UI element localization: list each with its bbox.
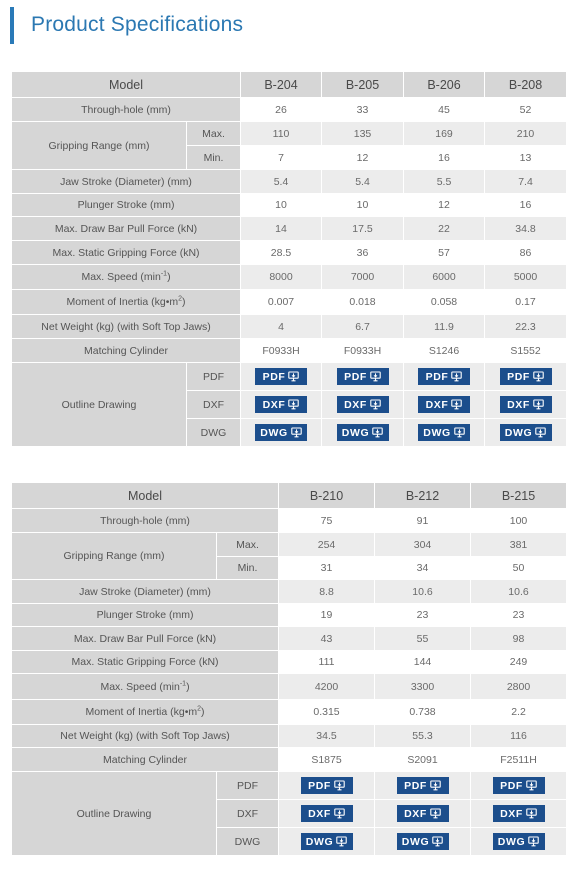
label-text: Moment of Inertia (kg•m — [85, 706, 198, 718]
download-monitor-icon — [535, 427, 546, 438]
download-cell — [241, 391, 322, 419]
row-net-weight — [12, 725, 567, 748]
cell-value: 34.5 — [279, 725, 375, 748]
row-label: Matching Cylinder — [12, 339, 241, 363]
cell-value: 8000 — [241, 265, 322, 290]
download-monitor-icon — [528, 836, 539, 847]
cell-value: S1552 — [485, 339, 567, 363]
download-cell — [404, 419, 485, 447]
cell-value: 5000 — [485, 265, 567, 290]
cell-value: 4 — [241, 315, 322, 339]
cell-value: 6000 — [404, 265, 485, 290]
dxf-download-button[interactable] — [493, 805, 545, 822]
spec-table-2 — [11, 482, 567, 856]
row-jaw-stroke — [12, 170, 567, 194]
cell-value: 91 — [375, 509, 471, 533]
row-plunger-stroke — [12, 604, 567, 627]
cell-value: 26 — [241, 98, 322, 122]
cell-value: 86 — [485, 241, 567, 265]
dxf-download-button[interactable] — [500, 396, 552, 413]
cell-value: 11.9 — [404, 315, 485, 339]
dwg-download-button[interactable] — [500, 424, 552, 441]
cell-value: 7.4 — [485, 170, 567, 194]
cell-value: 23 — [471, 604, 567, 627]
download-monitor-icon — [430, 780, 441, 791]
pdf-download-button[interactable] — [255, 368, 307, 385]
row-label: Through-hole (mm) — [12, 98, 241, 122]
cell-value: 12 — [322, 146, 404, 170]
download-cell — [485, 391, 567, 419]
model-name: B-208 — [485, 72, 567, 98]
download-monitor-icon — [526, 780, 537, 791]
row-inertia — [12, 700, 567, 725]
download-monitor-icon — [334, 780, 345, 791]
cell-value: 52 — [485, 98, 567, 122]
label-superscript: 2 — [178, 295, 183, 303]
cell-value: 4200 — [279, 674, 375, 700]
button-label: DXF — [425, 398, 449, 411]
download-cell — [471, 800, 567, 828]
sub-label: DWG — [217, 828, 279, 856]
button-label: DXF — [344, 398, 367, 411]
download-cell — [485, 363, 567, 391]
cell-value: 14 — [241, 217, 322, 241]
row-label — [12, 290, 241, 315]
download-cell — [322, 419, 404, 447]
sub-label: Min. — [217, 557, 279, 580]
row-label: Max. Static Gripping Force (kN) — [12, 651, 279, 674]
download-cell — [375, 828, 471, 856]
cell-value: 50 — [471, 557, 567, 580]
download-cell — [279, 800, 375, 828]
button-label: PDF — [507, 370, 530, 383]
cell-value: F2511H — [471, 748, 567, 772]
model-header: Model — [12, 72, 241, 98]
sub-label: DXF — [187, 391, 241, 419]
sub-label: Max. — [217, 533, 279, 557]
cell-value: 169 — [404, 122, 485, 146]
cell-value: 7 — [241, 146, 322, 170]
download-cell — [471, 772, 567, 800]
cell-value: 135 — [322, 122, 404, 146]
cell-value: S2091 — [375, 748, 471, 772]
button-label: DWG — [305, 835, 334, 848]
cell-value: 0.007 — [241, 290, 322, 315]
row-label: Net Weight (kg) (with Soft Top Jaws) — [12, 315, 241, 339]
button-label: DWG — [401, 835, 430, 848]
download-cell — [322, 391, 404, 419]
label-text-end: ) — [182, 296, 186, 308]
button-label: DXF — [404, 807, 427, 820]
cell-value: 10.6 — [471, 580, 567, 604]
dxf-download-button[interactable] — [418, 396, 470, 413]
button-label: DXF — [262, 398, 286, 411]
cell-value: 0.058 — [404, 290, 485, 315]
button-label: DWG — [260, 426, 288, 439]
button-label: DWG — [423, 426, 451, 439]
cell-value: 23 — [375, 604, 471, 627]
download-monitor-icon — [451, 371, 462, 382]
row-outline-pdf — [12, 772, 567, 800]
cell-value: 0.738 — [375, 700, 471, 725]
model-name: B-206 — [404, 72, 485, 98]
model-name: B-212 — [375, 483, 471, 509]
download-cell — [241, 419, 322, 447]
download-monitor-icon — [334, 808, 345, 819]
cell-value: 2.2 — [471, 700, 567, 725]
download-cell — [279, 772, 375, 800]
row-label: Net Weight (kg) (with Soft Top Jaws) — [12, 725, 279, 748]
pdf-download-button[interactable] — [337, 368, 389, 385]
cell-value: 43 — [279, 627, 375, 651]
pdf-download-button[interactable] — [493, 777, 545, 794]
cell-value: 2800 — [471, 674, 567, 700]
row-net-weight — [12, 315, 567, 339]
cell-value: 55.3 — [375, 725, 471, 748]
row-label: Max. Static Gripping Force (kN) — [12, 241, 241, 265]
row-jaw-stroke — [12, 580, 567, 604]
header-row — [12, 483, 567, 509]
download-monitor-icon — [336, 836, 347, 847]
dwg-download-button[interactable] — [301, 833, 353, 850]
cell-value: 8.8 — [279, 580, 375, 604]
label-text: Moment of Inertia (kg•m — [66, 296, 179, 308]
cell-value: 16 — [485, 194, 567, 217]
download-cell — [404, 391, 485, 419]
row-static-grip-force — [12, 651, 567, 674]
button-label: PDF — [500, 779, 523, 792]
download-cell — [485, 419, 567, 447]
row-label: Outline Drawing — [12, 772, 217, 856]
download-monitor-icon — [451, 399, 462, 410]
row-gripping-max — [12, 122, 567, 146]
download-monitor-icon — [291, 427, 302, 438]
cell-value: 75 — [279, 509, 375, 533]
row-matching-cylinder — [12, 339, 567, 363]
label-superscript: -1 — [179, 680, 187, 687]
button-label: DWG — [497, 835, 526, 848]
row-outline-pdf — [12, 363, 567, 391]
download-monitor-icon — [454, 427, 465, 438]
row-label — [12, 674, 279, 700]
cell-value: 210 — [485, 122, 567, 146]
label-text-end: ) — [201, 706, 205, 718]
cell-value: 22 — [404, 217, 485, 241]
label-superscript: -1 — [160, 270, 168, 278]
dxf-download-button[interactable] — [301, 805, 353, 822]
download-monitor-icon — [432, 836, 443, 847]
download-monitor-icon — [372, 427, 383, 438]
row-label — [12, 265, 241, 290]
row-label: Jaw Stroke (Diameter) (mm) — [12, 580, 279, 604]
cell-value: 5.4 — [322, 170, 404, 194]
sub-label: DXF — [217, 800, 279, 828]
row-draw-bar-force — [12, 217, 567, 241]
cell-value: 12 — [404, 194, 485, 217]
download-monitor-icon — [370, 371, 381, 382]
label-text-end: ) — [167, 271, 171, 283]
header-row — [12, 72, 567, 98]
label-superscript: 2 — [197, 705, 202, 713]
sub-label: PDF — [217, 772, 279, 800]
dwg-download-button[interactable] — [337, 424, 389, 441]
row-label: Jaw Stroke (Diameter) (mm) — [12, 170, 241, 194]
row-draw-bar-force — [12, 627, 567, 651]
cell-value: 36 — [322, 241, 404, 265]
model-header: Model — [12, 483, 279, 509]
cell-value: 254 — [279, 533, 375, 557]
button-label: PDF — [262, 370, 286, 383]
model-name: B-204 — [241, 72, 322, 98]
label-text: Max. Speed (min — [100, 680, 180, 693]
cell-value: 13 — [485, 146, 567, 170]
cell-value: 110 — [241, 122, 322, 146]
page-title: Product Specifications — [31, 13, 244, 36]
download-cell — [375, 800, 471, 828]
dwg-download-button[interactable] — [418, 424, 470, 441]
sub-label: Max. — [187, 122, 241, 146]
cell-value: 10.6 — [375, 580, 471, 604]
cell-value: 17.5 — [322, 217, 404, 241]
sub-label: DWG — [187, 419, 241, 447]
row-label: Max. Draw Bar Pull Force (kN) — [12, 217, 241, 241]
download-monitor-icon — [533, 371, 544, 382]
button-label: DXF — [500, 807, 523, 820]
row-label: Gripping Range (mm) — [12, 122, 187, 170]
row-label: Plunger Stroke (mm) — [12, 604, 279, 627]
title-accent-bar — [10, 7, 14, 44]
cell-value: S1246 — [404, 339, 485, 363]
download-cell — [375, 772, 471, 800]
pdf-download-button[interactable] — [500, 368, 552, 385]
cell-value: 100 — [471, 509, 567, 533]
download-monitor-icon — [526, 808, 537, 819]
row-max-speed — [12, 674, 567, 700]
dxf-download-button[interactable] — [337, 396, 389, 413]
row-label: Outline Drawing — [12, 363, 187, 447]
button-label: DWG — [504, 426, 533, 439]
row-label: Matching Cylinder — [12, 748, 279, 772]
cell-value: F0933H — [241, 339, 322, 363]
model-name: B-205 — [322, 72, 404, 98]
row-static-grip-force — [12, 241, 567, 265]
cell-value: 34 — [375, 557, 471, 580]
cell-value: 0.17 — [485, 290, 567, 315]
cell-value: 6.7 — [322, 315, 404, 339]
cell-value: 98 — [471, 627, 567, 651]
cell-value: 249 — [471, 651, 567, 674]
download-cell — [471, 828, 567, 856]
cell-value: 0.315 — [279, 700, 375, 725]
button-label: PDF — [425, 370, 449, 383]
download-monitor-icon — [288, 371, 299, 382]
download-monitor-icon — [430, 808, 441, 819]
pdf-download-button[interactable] — [301, 777, 353, 794]
download-cell — [279, 828, 375, 856]
sub-label: Min. — [187, 146, 241, 170]
cell-value: 34.8 — [485, 217, 567, 241]
button-label: DXF — [507, 398, 530, 411]
dxf-download-button[interactable] — [397, 805, 449, 822]
cell-value: 7000 — [322, 265, 404, 290]
cell-value: 22.3 — [485, 315, 567, 339]
model-name: B-210 — [279, 483, 375, 509]
cell-value: 33 — [322, 98, 404, 122]
cell-value: 19 — [279, 604, 375, 627]
download-cell — [322, 363, 404, 391]
row-label: Gripping Range (mm) — [12, 533, 217, 580]
cell-value: 111 — [279, 651, 375, 674]
row-max-speed — [12, 265, 567, 290]
button-label: PDF — [404, 779, 427, 792]
page-header — [10, 7, 310, 44]
label-text: Max. Speed (min — [81, 271, 161, 283]
dwg-download-button[interactable] — [255, 424, 307, 441]
row-gripping-max — [12, 533, 567, 557]
button-label: DWG — [341, 426, 370, 439]
row-through-hole — [12, 509, 567, 533]
cell-value: 144 — [375, 651, 471, 674]
cell-value: 45 — [404, 98, 485, 122]
row-label: Through-hole (mm) — [12, 509, 279, 533]
cell-value: F0933H — [322, 339, 404, 363]
download-monitor-icon — [288, 399, 299, 410]
sub-label: PDF — [187, 363, 241, 391]
button-label: DXF — [308, 807, 331, 820]
download-monitor-icon — [370, 399, 381, 410]
model-name: B-215 — [471, 483, 567, 509]
cell-value: 5.5 — [404, 170, 485, 194]
button-label: PDF — [308, 779, 331, 792]
cell-value: 5.4 — [241, 170, 322, 194]
cell-value: 31 — [279, 557, 375, 580]
button-label: PDF — [344, 370, 367, 383]
cell-value: 381 — [471, 533, 567, 557]
dwg-download-button[interactable] — [397, 833, 449, 850]
cell-value: 28.5 — [241, 241, 322, 265]
row-label: Plunger Stroke (mm) — [12, 194, 241, 217]
spec-table-1 — [11, 71, 567, 447]
cell-value: 16 — [404, 146, 485, 170]
dwg-download-button[interactable] — [493, 833, 545, 850]
pdf-download-button[interactable] — [397, 777, 449, 794]
cell-value: 57 — [404, 241, 485, 265]
download-monitor-icon — [533, 399, 544, 410]
row-inertia — [12, 290, 567, 315]
row-through-hole — [12, 98, 567, 122]
row-label: Max. Draw Bar Pull Force (kN) — [12, 627, 279, 651]
cell-value: 10 — [322, 194, 404, 217]
dxf-download-button[interactable] — [255, 396, 307, 413]
label-text-end: ) — [186, 680, 190, 693]
row-label — [12, 700, 279, 725]
cell-value: 0.018 — [322, 290, 404, 315]
download-cell — [241, 363, 322, 391]
cell-value: 116 — [471, 725, 567, 748]
download-cell — [404, 363, 485, 391]
cell-value: S1875 — [279, 748, 375, 772]
cell-value: 3300 — [375, 674, 471, 700]
cell-value: 304 — [375, 533, 471, 557]
cell-value: 55 — [375, 627, 471, 651]
cell-value: 10 — [241, 194, 322, 217]
pdf-download-button[interactable] — [418, 368, 470, 385]
row-matching-cylinder — [12, 748, 567, 772]
row-plunger-stroke — [12, 194, 567, 217]
